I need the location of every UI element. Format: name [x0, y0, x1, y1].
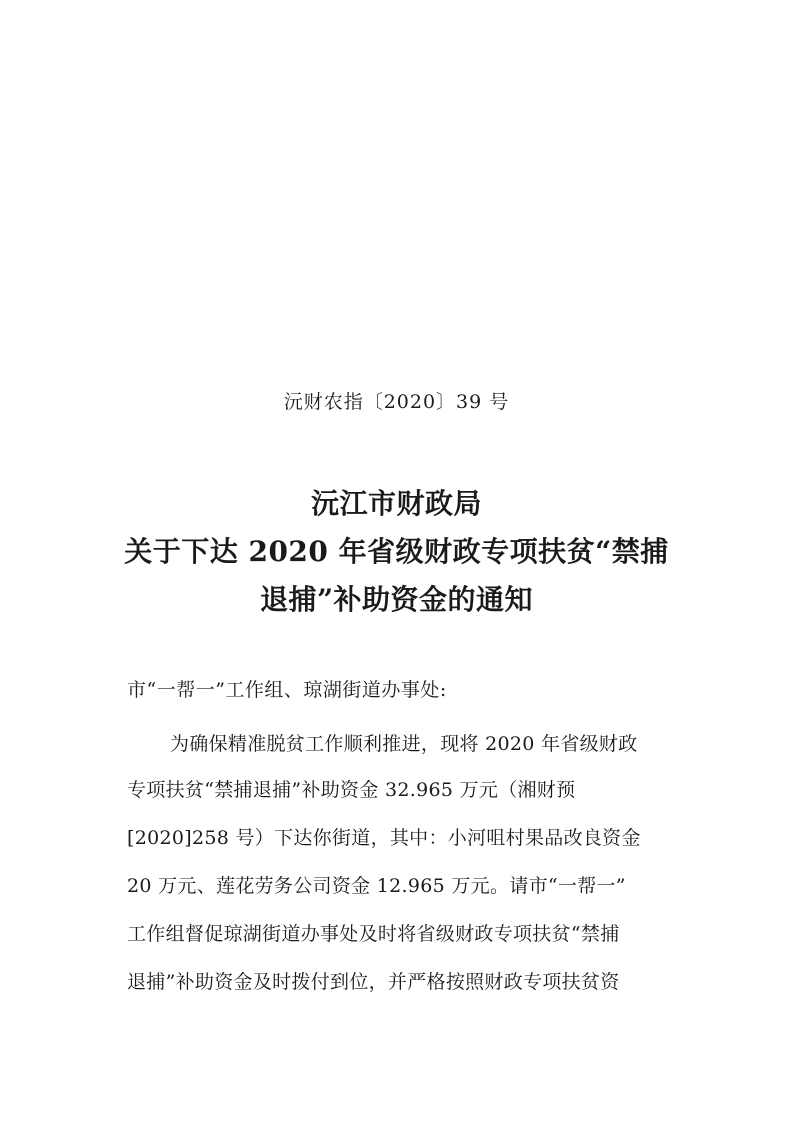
- body-text-line: 专项扶贫“禁捕退捕”补助资金 32.965 万元（湘财预: [127, 779, 576, 801]
- body-text-line: [2020]258 号）下达你街道，其中：小河咀村果品改良资金: [127, 827, 641, 849]
- document-number: 沅财农指〔2020〕39 号: [283, 391, 510, 413]
- title-line-subject-end: 退捕”补助资金的通知: [259, 583, 534, 616]
- body-text-line: 为确保精准脱贫工作顺利推进，现将 2020 年省级财政: [170, 733, 638, 755]
- title-line-issuer: 沅江市财政局: [310, 487, 482, 520]
- salutation: 市“一帮一”工作组、琼湖街道办事处:: [127, 679, 447, 701]
- title-line-subject: 关于下达 2020 年省级财政专项扶贫“禁捕: [124, 535, 669, 568]
- body-text-line: 退捕”补助资金及时拨付到位，并严格按照财政专项扶贫资: [127, 971, 620, 993]
- body-text-line: 20 万元、莲花劳务公司资金 12.965 万元。请市“一帮一”: [127, 875, 626, 897]
- document-title: [108, 480, 685, 624]
- body-text-line: 工作组督促琼湖街道办事处及时将省级财政专项扶贫“禁捕: [127, 923, 620, 945]
